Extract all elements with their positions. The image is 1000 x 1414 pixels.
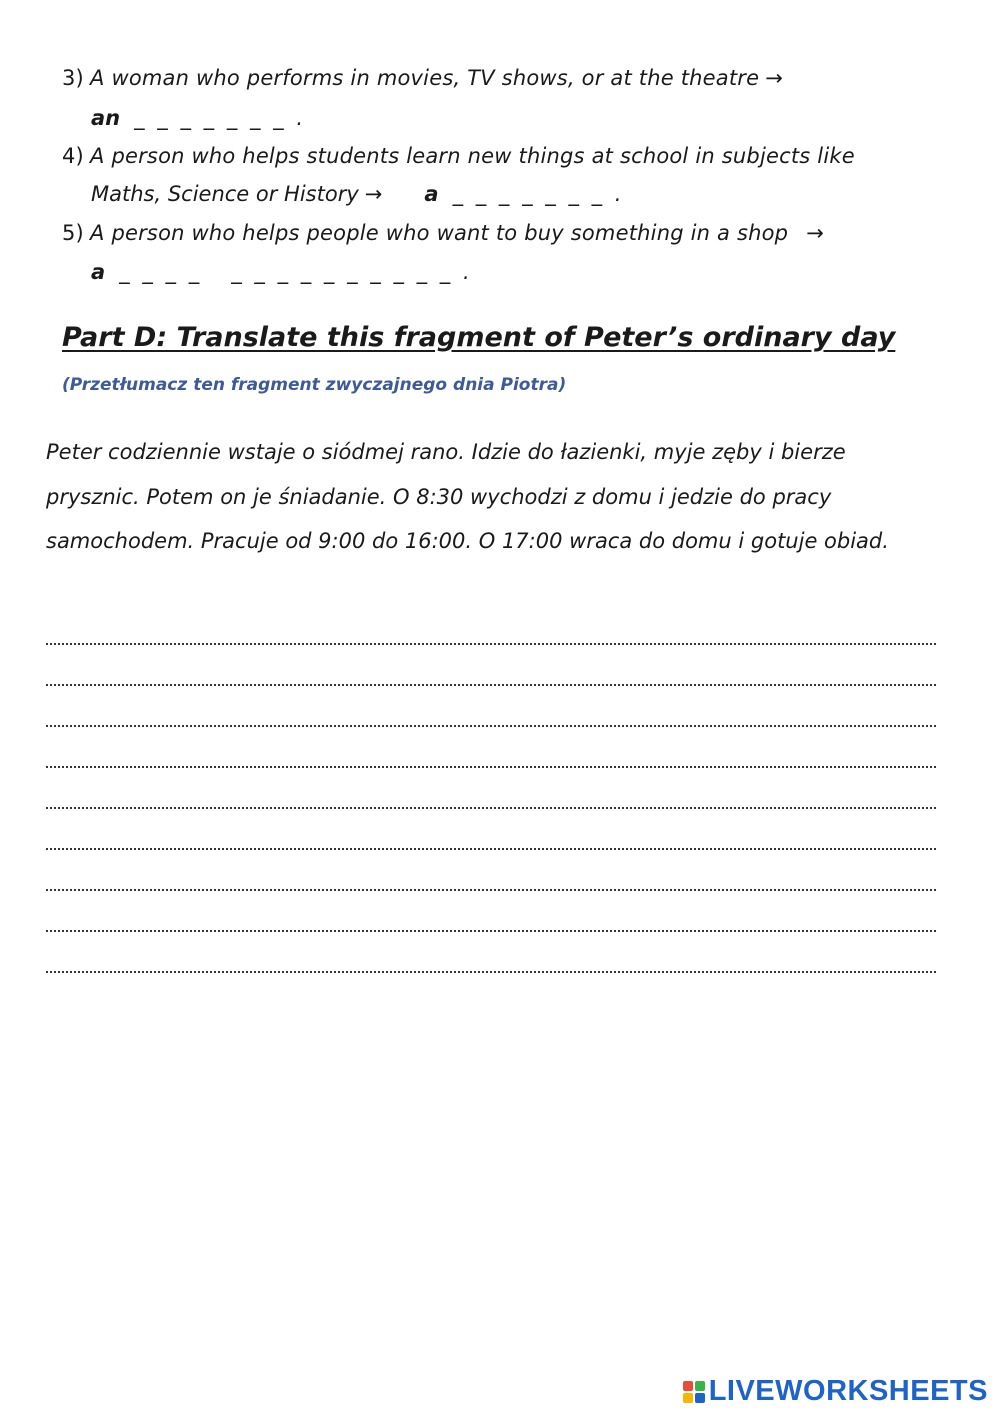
question-5 — [62, 221, 824, 245]
answer-line[interactable] — [46, 899, 936, 940]
translation-source-text: Peter codziennie wstaje o siódmej rano. Idzie do łazienki, myje zęby i bierze prysznic. Potem on je śniadanie. O 8:30 wychodzi z domu i jedzie do pracy samochodem. Pracuje od 9:00 do 16:00. O 17:00 wraca do domu i gotuje obiad. — [46, 440, 889, 553]
answer-line[interactable] — [46, 858, 936, 899]
question-4-continuation — [91, 182, 624, 206]
section-subtitle: (Przetłumacz ten fragment zwyczajnego dnia Piotra) — [62, 375, 567, 395]
answer-line[interactable] — [46, 653, 936, 694]
answer-blank[interactable]: _ _ _ _ _ _ _ . — [134, 106, 307, 130]
logo-square-blue — [695, 1393, 705, 1403]
question-4 — [62, 144, 855, 168]
answer-line[interactable] — [46, 612, 936, 653]
answer-line[interactable] — [46, 694, 936, 735]
liveworksheets-logo-icon — [683, 1381, 705, 1403]
answer-blank[interactable]: _ _ _ _ _ _ _ . — [452, 182, 625, 206]
arrow-icon: → — [765, 66, 784, 90]
answer-line[interactable] — [46, 940, 936, 981]
logo-square-yellow — [683, 1393, 693, 1403]
answer-line[interactable] — [46, 735, 936, 776]
logo-square-red — [683, 1381, 693, 1391]
answer-article: an — [91, 106, 121, 130]
question-number: 3) — [62, 66, 84, 90]
arrow-icon: → — [806, 221, 824, 245]
question-3 — [62, 66, 783, 90]
liveworksheets-brand — [683, 1375, 988, 1408]
answer-article: a — [424, 182, 439, 206]
question-text: A person who helps people who want to buy something in a shop — [90, 221, 789, 245]
answer-lines — [46, 612, 936, 981]
question-text: A woman who performs in movies, TV shows, or at the theatre — [90, 66, 760, 90]
question-text: A person who helps students learn new things at school in subjects like — [90, 144, 855, 168]
answer-line[interactable] — [46, 817, 936, 858]
answer-blank[interactable]: _ _ _ _ _ _ _ _ _ _ _ _ _ _ . — [119, 260, 473, 284]
question-text-line2: Maths, Science or History — [91, 182, 359, 206]
section-title: Part D: Translate this fragment of Peter’s ordinary day — [62, 322, 896, 353]
answer-article: a — [91, 260, 106, 284]
arrow-icon: → — [364, 182, 383, 206]
question-3-answer — [91, 106, 306, 130]
question-number: 5) — [62, 221, 84, 245]
logo-square-green — [695, 1381, 705, 1391]
liveworksheets-wordmark: LIVEWORKSHEETS — [708, 1375, 988, 1407]
question-number: 4) — [62, 144, 84, 168]
answer-line[interactable] — [46, 776, 936, 817]
question-5-answer — [91, 260, 473, 284]
